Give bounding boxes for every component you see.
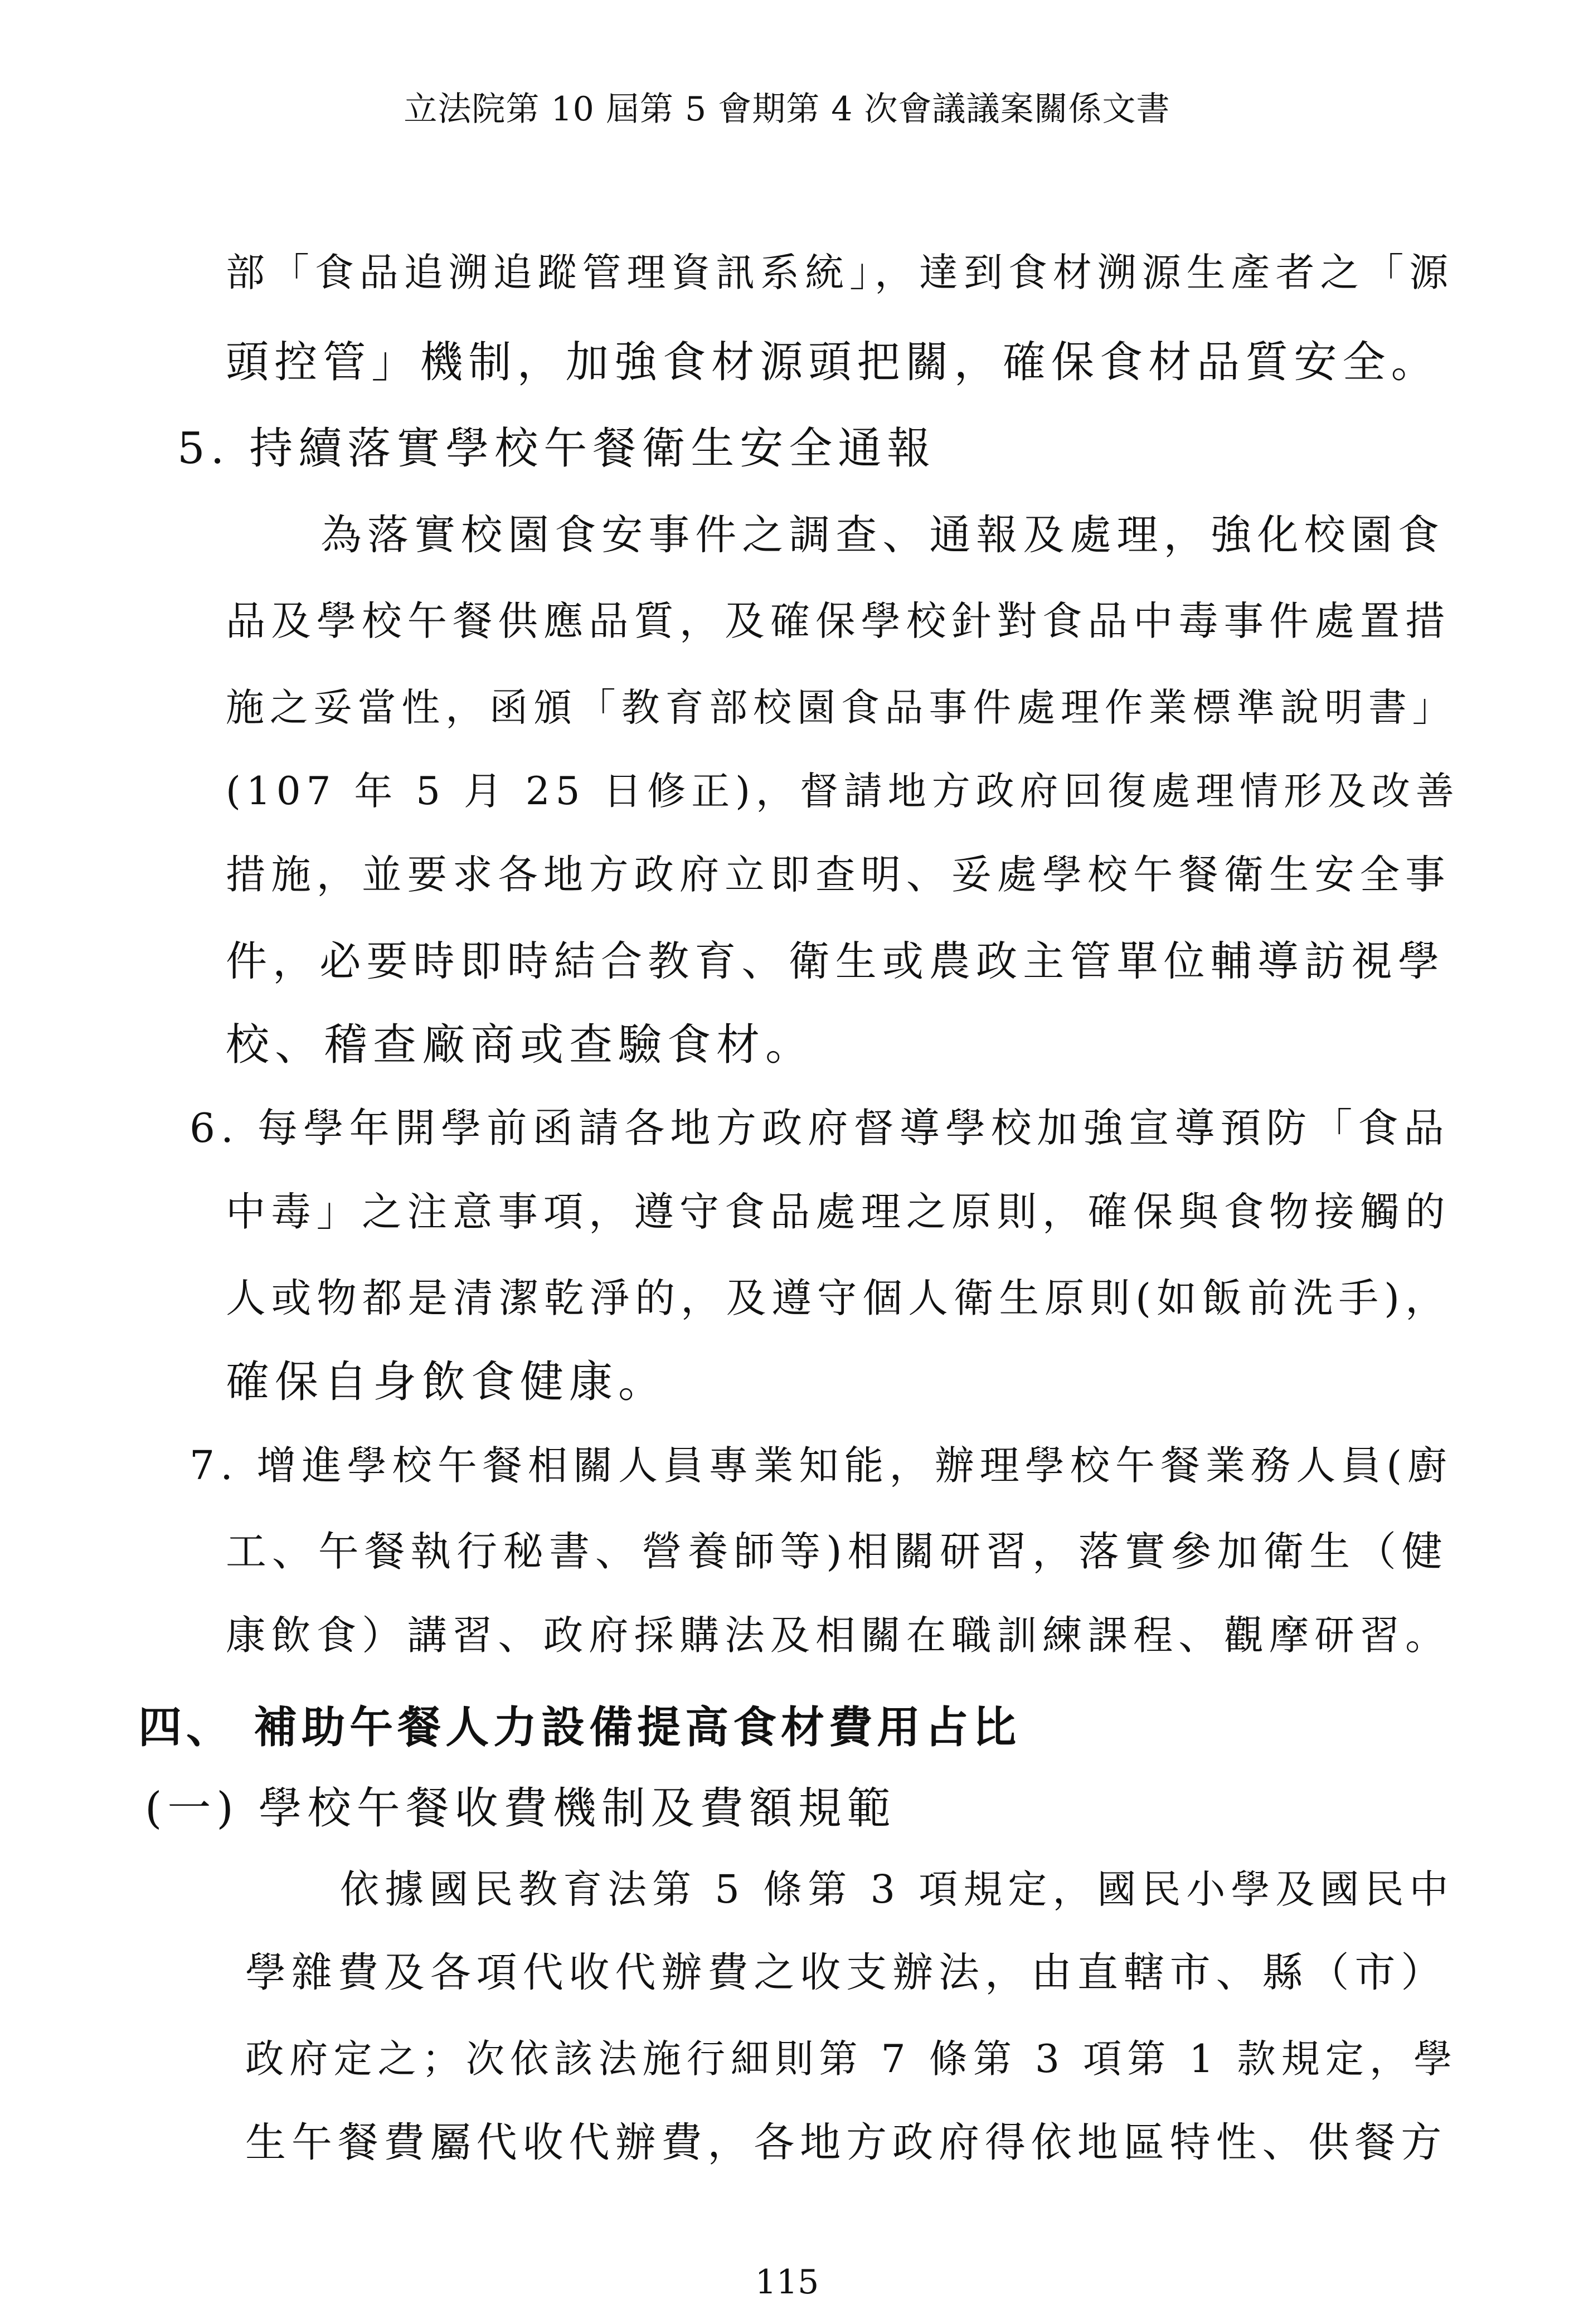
text-line: 件，必要時即時結合教育、衛生或農政主管單位輔導訪視學 [226, 937, 1445, 985]
text-line: 頭控管」機制，加強食材源頭把關，確保食材品質安全。 [226, 337, 1440, 387]
text-line: 人或物都是清潔乾淨的，及遵守個人衛生原則(如飯前洗手)， [226, 1275, 1451, 1321]
text-line: 為落實校園食安事件之調查、通報及處理，強化校園食 [320, 511, 1445, 559]
text-line: 政府定之；次依該法施行細則第 7 條第 3 項第 1 款規定，學 [245, 2037, 1458, 2082]
page-number: 115 [755, 2263, 819, 2302]
subsection-heading: (一) 學校午餐收費機制及費額規範 [145, 1783, 896, 1834]
text-line: (107 年 5 月 25 日修正)，督請地方政府回復處理情形及改善 [226, 769, 1460, 814]
text-line: 學雜費及各項代收代辦費之收支辦法，由直轄市、縣（市） [245, 1949, 1447, 1996]
text-line: 中毒」之注意事項，遵守食品處理之原則，確保與食物接觸的 [226, 1189, 1451, 1235]
text-line: 生午餐費屬代收代辦費，各地方政府得依地區特性、供餐方 [245, 2119, 1447, 2166]
text-line: 措施，並要求各地方政府立即查明、妥處學校午餐衛生安全事 [226, 852, 1451, 898]
text-line: 依據國民教育法第 5 條第 3 項規定，國民小學及國民中 [340, 1866, 1454, 1912]
list-item-title: 6. 每學年開學前函請各地方政府督導學校加強宣導預防「食品 [190, 1105, 1450, 1152]
list-item-title: 5. 持續落實學校午餐衛生安全通報 [177, 424, 936, 474]
section-heading: 四、 補助午餐人力設備提高食材費用占比 [138, 1702, 1021, 1753]
text-line: 工、午餐執行秘書、營養師等)相關研習，落實參加衛生（健 [226, 1528, 1448, 1576]
list-item-title: 7. 增進學校午餐相關人員專業知能，辦理學校午餐業務人員(廚 [190, 1442, 1453, 1489]
page-header: 立法院第 10 屆第 5 會期第 4 次會議議案關係文書 [404, 90, 1170, 129]
text-line: 校、稽查廠商或查驗食材。 [226, 1020, 815, 1070]
text-line: 品及學校午餐供應品質，及確保學校針對食品中毒事件處置措 [226, 598, 1451, 644]
text-line: 確保自身飲食健康。 [226, 1357, 668, 1407]
text-line: 部「食品追溯追蹤管理資訊系統」，達到食材溯源生產者之「源 [226, 250, 1454, 295]
text-line: 康飲食）講習、政府採購法及相關在職訓練課程、觀摩研習。 [226, 1612, 1451, 1659]
text-line: 施之妥當性，函頒「教育部校園食品事件處理作業標準說明書」 [226, 685, 1456, 730]
